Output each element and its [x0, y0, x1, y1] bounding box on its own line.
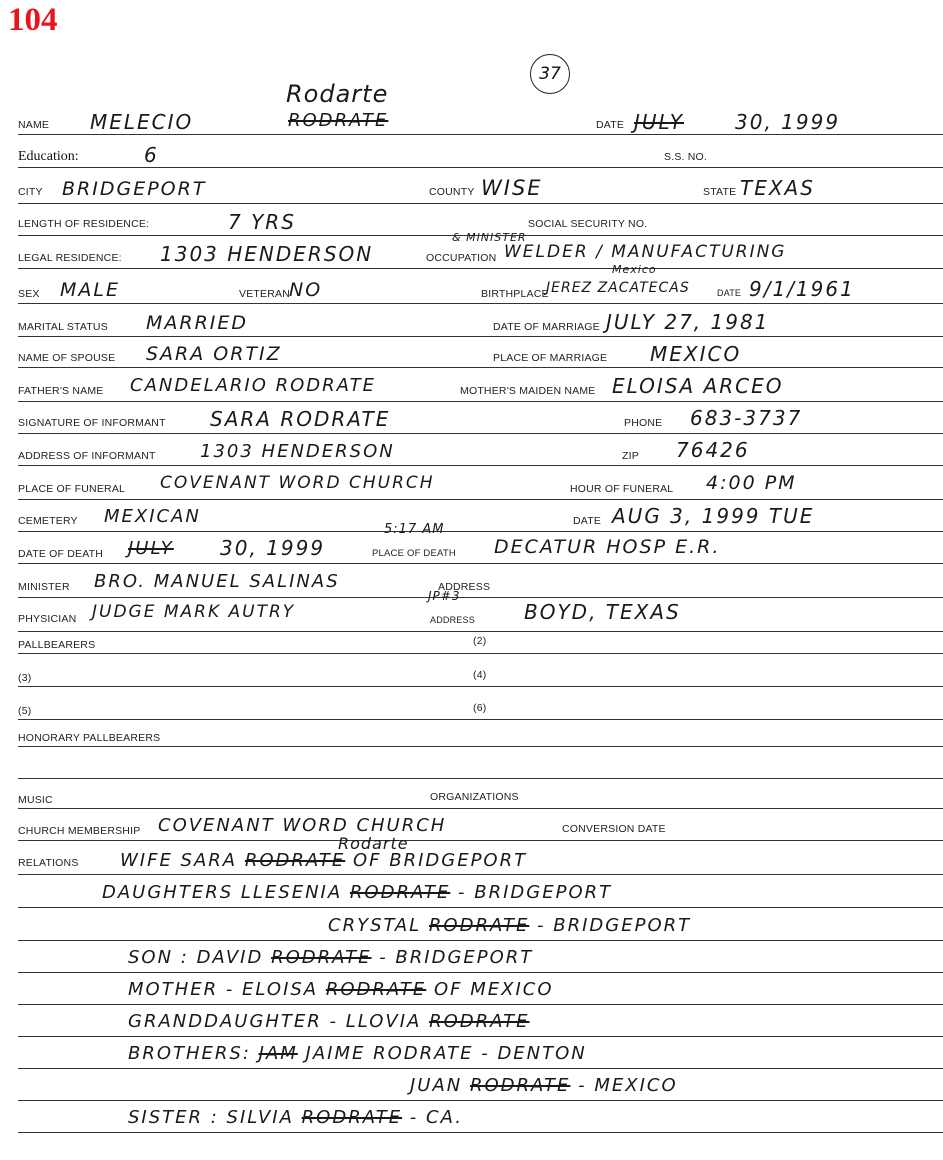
relation-line — [128, 1045, 587, 1063]
rule — [18, 303, 943, 304]
rule — [18, 465, 943, 466]
rule — [18, 840, 943, 841]
label-physician-address: ADDRESS — [430, 615, 475, 625]
label-city: CITY — [18, 186, 43, 198]
label-relations: RELATIONS — [18, 857, 79, 869]
relation-text: - MEXICO — [570, 1075, 678, 1096]
relation-text: MOTHER - ELOISA — [128, 979, 326, 1000]
label-zip: ZIP — [622, 450, 639, 462]
label-mothers-maiden-name: MOTHER'S MAIDEN NAME — [460, 385, 596, 397]
label-state: STATE — [703, 186, 737, 198]
label-organizations: ORGANIZATIONS — [430, 791, 519, 803]
label-pallbearer-3: (3) — [18, 672, 32, 684]
rule — [18, 336, 943, 337]
rule — [18, 719, 943, 720]
record-number — [530, 54, 570, 94]
relation-text: BROTHERS: — [128, 1043, 259, 1064]
label-place-of-death: PLACE OF DEATH — [372, 548, 456, 559]
relation-line — [128, 1013, 530, 1031]
relation-struck-surname: RODRATE — [271, 947, 372, 968]
relation-text: DAUGHTERS LLESENIA — [102, 882, 350, 903]
value-birth-date: 9/1/1961 — [749, 277, 855, 301]
relation-text: - BRIDGEPORT — [529, 915, 692, 936]
label-sex: SEX — [18, 288, 40, 300]
label-birth-date: DATE — [717, 288, 742, 298]
value-mothers-maiden-name: ELOISA ARCEO — [612, 374, 784, 398]
value-length-of-residence: 7 YRS — [228, 210, 296, 234]
label-place-of-marriage: PLACE OF MARRIAGE — [493, 352, 608, 364]
relation-text: CRYSTAL — [328, 915, 429, 936]
rule — [18, 653, 943, 654]
label-veteran: VETERAN — [239, 288, 290, 300]
relation-text: OF MEXICO — [426, 979, 554, 1000]
value-date: 30, 1999 — [735, 110, 841, 134]
value-phone: 683-3737 — [690, 406, 803, 430]
relation-text: - BRIDGEPORT — [450, 882, 613, 903]
label-date-of-death: DATE OF DEATH — [18, 548, 104, 560]
label-pallbearers: PALLBEARERS — [18, 639, 96, 651]
label-legal-residence: LEGAL RESIDENCE: — [18, 252, 122, 264]
value-date-of-death: 30, 1999 — [220, 536, 326, 560]
value-death-month-struck: JULY — [128, 538, 174, 559]
value-place-of-marriage: MEXICO — [650, 342, 742, 366]
label-music: MUSIC — [18, 794, 53, 806]
label-date: DATE — [596, 119, 625, 131]
rule — [18, 686, 943, 687]
rule — [18, 268, 943, 269]
relation-text: GRANDDAUGHTER - LLOVIA — [128, 1011, 430, 1032]
rule — [18, 401, 943, 402]
value-physician-address: BOYD, TEXAS — [524, 600, 681, 624]
label-pallbearer-2: (2) — [473, 635, 487, 647]
relation-text: - BRIDGEPORT — [371, 947, 534, 968]
value-name-of-spouse: SARA ORTIZ — [146, 343, 282, 365]
rule — [18, 563, 943, 564]
label-name: NAME — [18, 119, 50, 131]
label-signature-of-informant: SIGNATURE OF INFORMANT — [18, 417, 166, 429]
page-number: 104 — [8, 2, 58, 38]
relation-text: SISTER : SILVIA — [128, 1107, 302, 1128]
value-minister: BRO. MANUEL SALINAS — [94, 571, 340, 592]
label-education: Education: — [18, 149, 79, 164]
rule — [18, 531, 943, 532]
rule — [18, 1068, 943, 1069]
value-fathers-name: CANDELARIO RODRATE — [130, 375, 377, 396]
label-occupation: OCCUPATION — [426, 252, 497, 264]
label-church-membership: CHURCH MEMBERSHIP — [18, 825, 141, 837]
relation-struck-surname: RODRATE — [244, 850, 346, 871]
label-date-of-marriage: DATE OF MARRIAGE — [493, 321, 600, 333]
value-state: TEXAS — [740, 176, 815, 200]
label-ss-no: S.S. NO. — [664, 151, 708, 163]
value-cemetery: MEXICAN — [104, 506, 201, 527]
value-zip: 76426 — [676, 438, 750, 462]
label-minister-address: ADDRESS — [438, 581, 491, 593]
relation-struck-surname: RODRATE — [469, 1075, 571, 1096]
value-date-of-marriage: JULY 27, 1981 — [606, 310, 770, 334]
value-city: BRIDGEPORT — [62, 178, 207, 200]
value-first-name: MELECIO — [90, 110, 194, 134]
rule — [18, 808, 943, 809]
rule — [18, 1036, 943, 1037]
label-county: COUNTY — [429, 186, 475, 198]
label-fathers-name: FATHER'S NAME — [18, 385, 104, 397]
label-birthplace: BIRTHPLACE — [481, 288, 549, 300]
relation-line — [102, 884, 612, 902]
value-county: WISE — [481, 176, 543, 200]
relation-text: JUAN — [410, 1075, 470, 1096]
relation-text: SON : DAVID — [128, 947, 272, 968]
value-physician-note: JP#3 — [428, 589, 461, 603]
relation-line — [128, 949, 533, 967]
rule — [18, 1132, 943, 1133]
rule — [18, 907, 943, 908]
value-marital-status: MARRIED — [146, 312, 249, 334]
rule — [18, 778, 943, 779]
label-minister: MINISTER — [18, 581, 70, 593]
label-pallbearer-6: (6) — [473, 702, 487, 714]
label-honorary-pallbearers: HONORARY PALLBEARERS — [18, 732, 161, 744]
relation-line — [128, 981, 554, 999]
surname-correction: Rodarte — [286, 80, 389, 108]
value-veteran: NO — [289, 279, 323, 301]
rule — [18, 874, 943, 875]
relation-line — [128, 1109, 463, 1127]
value-birthplace-note: Mexico — [612, 263, 657, 276]
rule — [18, 940, 943, 941]
label-phone: PHONE — [624, 417, 663, 429]
relation-struck-surname: RODRATE — [301, 1107, 403, 1128]
relation-line — [328, 917, 691, 935]
rule — [18, 433, 943, 434]
value-occupation-note: & MINISTER — [452, 231, 527, 244]
rule — [18, 367, 943, 368]
value-legal-residence: 1303 HENDERSON — [160, 242, 374, 266]
relation-text: WIFE SARA — [120, 850, 245, 871]
record-number-text: 37 — [539, 64, 561, 84]
label-physician: PHYSICIAN — [18, 613, 77, 625]
rule — [18, 1100, 943, 1101]
relation-struck-surname: JAM — [258, 1043, 298, 1064]
value-occupation: WELDER / MANUFACTURING — [504, 242, 787, 262]
relation-text: JAIME RODRATE - DENTON — [297, 1043, 587, 1064]
relation-struck-surname: RODRATE — [428, 915, 530, 936]
relation-struck-surname: RODRATE — [429, 1011, 530, 1032]
relation-struck-surname: RODRATE — [325, 979, 427, 1000]
value-funeral-date: AUG 3, 1999 TUE — [612, 504, 815, 528]
value-address-of-informant: 1303 HENDERSON — [200, 441, 395, 462]
rule — [18, 499, 943, 500]
value-education: 6 — [144, 143, 159, 167]
relation-text: - CA. — [402, 1107, 463, 1128]
label-social-security-no: SOCIAL SECURITY NO. — [528, 218, 648, 230]
rule — [18, 203, 943, 204]
relation-struck-surname: RODRATE — [349, 882, 451, 903]
value-surname-struck: RODRATE — [288, 110, 389, 131]
label-funeral-date: DATE — [573, 515, 602, 527]
label-name-of-spouse: NAME OF SPOUSE — [18, 352, 116, 364]
value-place-of-death: DECATUR HOSP E.R. — [494, 536, 721, 558]
rule — [18, 631, 943, 632]
label-length-of-residence: LENGTH OF RESIDENCE: — [18, 218, 150, 230]
value-place-of-funeral: COVENANT WORD CHURCH — [160, 473, 435, 493]
value-church-membership: COVENANT WORD CHURCH — [158, 815, 447, 836]
label-conversion-date: CONVERSION DATE — [562, 823, 666, 835]
label-pallbearer-4: (4) — [473, 669, 487, 681]
label-hour-of-funeral: HOUR OF FUNERAL — [570, 483, 674, 495]
label-pallbearer-5: (5) — [18, 705, 32, 717]
value-death-time: 5:17 AM — [384, 522, 445, 537]
label-marital-status: MARITAL STATUS — [18, 321, 108, 333]
value-date-month-struck: JULY — [634, 110, 684, 134]
rule — [18, 972, 943, 973]
relation-line — [120, 852, 527, 870]
value-hour-of-funeral: 4:00 PM — [706, 472, 797, 494]
value-physician: JUDGE MARK AUTRY — [92, 602, 296, 622]
label-place-of-funeral: PLACE OF FUNERAL — [18, 483, 126, 495]
relation-text: OF BRIDGEPORT — [345, 850, 528, 871]
label-cemetery: CEMETERY — [18, 515, 78, 527]
rule — [18, 167, 943, 168]
rule — [18, 1004, 943, 1005]
value-relations-correction: Rodarte — [338, 834, 409, 853]
value-birthplace: JEREZ ZACATECAS — [546, 280, 690, 296]
rule — [18, 746, 943, 747]
label-address-of-informant: ADDRESS OF INFORMANT — [18, 450, 156, 462]
relation-line — [410, 1077, 678, 1095]
rule — [18, 134, 943, 135]
value-sex: MALE — [60, 279, 120, 301]
value-signature-of-informant: SARA RODRATE — [210, 407, 391, 431]
rule — [18, 597, 943, 598]
